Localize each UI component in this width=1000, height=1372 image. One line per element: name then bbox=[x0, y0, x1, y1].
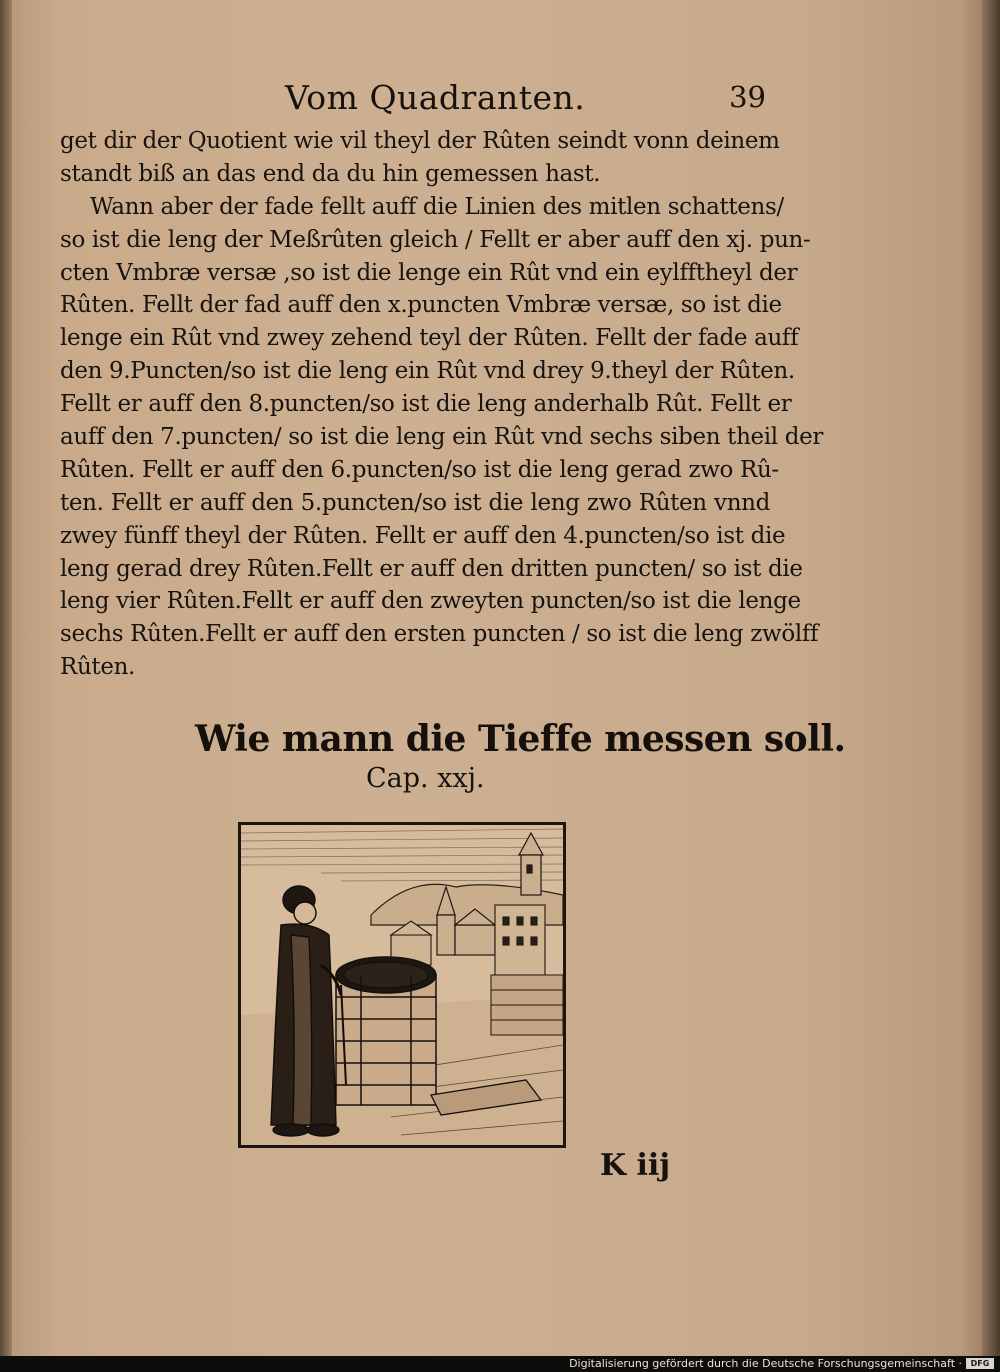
footer-bar bbox=[0, 1356, 1000, 1372]
text-line: Rûten. Fellt der fad auff den x.puncten Vmbræ versæ, so ist die bbox=[60, 292, 782, 319]
text-line: leng gerad drey Rûten.Fellt er auff den dritten puncten/ so ist die bbox=[60, 555, 803, 582]
text-line: sechs Rûten.Fellt er auff den ersten puncten / so ist die leng zwölff bbox=[60, 621, 819, 648]
text-line: lenge ein Rût vnd zwey zehend teyl der Rûten. Fellt der fade auff bbox=[60, 325, 799, 352]
text-line: get dir der Quotient wie vil theyl der Rûten seindt vonn deinem bbox=[60, 128, 780, 154]
stone-wall bbox=[491, 975, 563, 1035]
page-header bbox=[60, 78, 770, 118]
text-line: den 9.Puncten/so ist die leng ein Rût vnd drey 9.theyl der Rûten. bbox=[60, 358, 795, 385]
text-line: ten. Fellt er auff den 5.puncten/so ist die leng zwo Rûten vnnd bbox=[60, 489, 770, 516]
signature-mark: K iij bbox=[600, 1148, 671, 1183]
text-line: auff den 7.puncten/ so ist die leng ein Rût vnd sechs siben theil der bbox=[60, 424, 824, 451]
dfg-logo: DFG bbox=[966, 1358, 994, 1369]
sky-hatching bbox=[241, 829, 563, 881]
body-text bbox=[60, 125, 824, 684]
funding-credit: Digitalisierung gefördert durch die Deutsche Forschungsgemeinschaft · bbox=[569, 1357, 962, 1370]
text-line: leng vier Rûten.Fellt er auff den zweyten puncten/so ist die lenge bbox=[60, 588, 801, 615]
text-line: cten Vmbræ versæ ,so ist die lenge ein Rût vnd ein eylfftheyl der bbox=[60, 259, 798, 286]
text-line: Rûten. bbox=[60, 654, 136, 681]
text-line: Wann aber der fade fellt auff die Linien des mitlen schattens/ bbox=[90, 193, 784, 220]
text-line: Fellt er auff den 8.puncten/so ist die leng anderhalb Rût. Fellt er bbox=[60, 391, 792, 418]
section-heading: Wie mann die Tieffe messen soll. bbox=[195, 718, 846, 760]
text-line: zwey fünff theyl der Rûten. Fellt er auff den 4.puncten/so ist die bbox=[60, 522, 786, 549]
page-number: 39 bbox=[729, 80, 766, 114]
text-line: standt biß an das end da du hin gemessen hast. bbox=[60, 160, 601, 187]
tower bbox=[519, 833, 543, 895]
running-title: Vom Quadranten. bbox=[285, 78, 586, 117]
well bbox=[336, 957, 436, 1105]
chapter-label: Cap. xxj. bbox=[366, 763, 485, 794]
woodcut-illustration bbox=[238, 822, 566, 1148]
woodcut-image bbox=[241, 825, 563, 1145]
text-line: so ist die leng der Meßrûten gleich / Fellt er aber auff den xj. pun- bbox=[60, 226, 811, 253]
text-line: Rûten. Fellt er auff den 6.puncten/so ist die leng gerad zwo Rû- bbox=[60, 456, 779, 483]
